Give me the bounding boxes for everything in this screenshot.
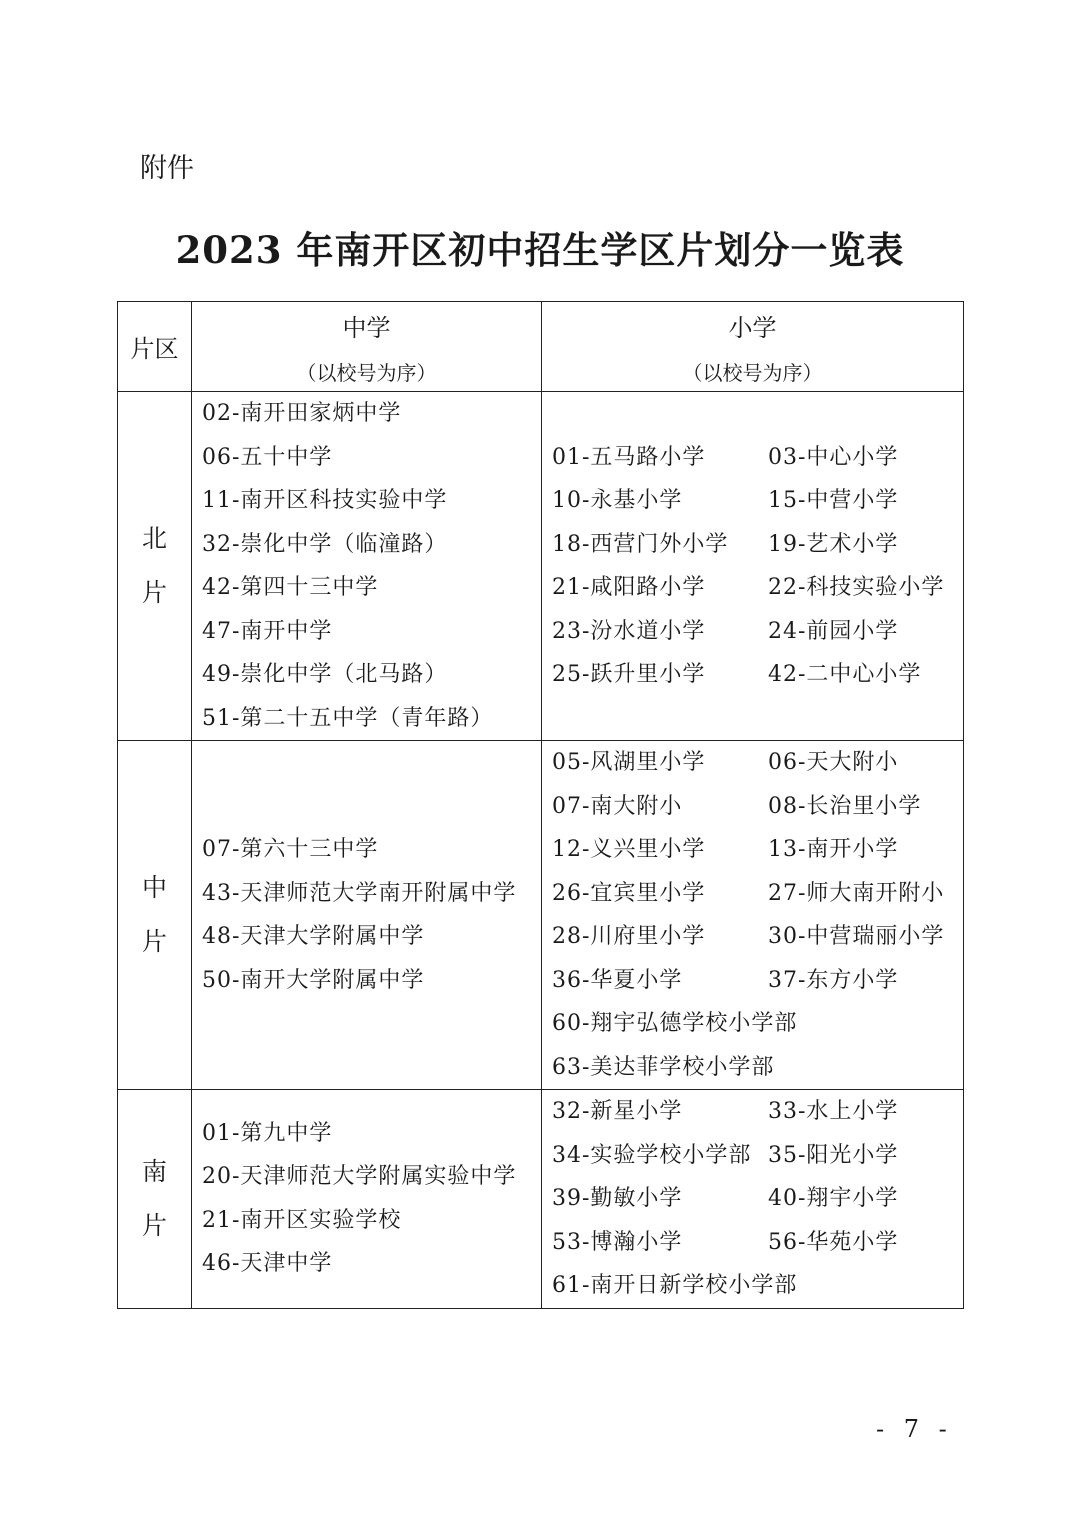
table-header-row xyxy=(118,302,964,392)
list-item: 42-第四十三中学 xyxy=(202,575,379,600)
list-item: 48-天津大学附属中学 xyxy=(202,924,425,949)
list-item: 20-天津师范大学附属实验中学 xyxy=(202,1164,517,1190)
primary-school-list xyxy=(542,392,964,741)
list-item: 01-第九中学 xyxy=(202,1120,333,1146)
list-item: 32-新星小学 33-水上小学 xyxy=(552,1099,899,1124)
list-item: 07-第六十三中学 xyxy=(202,837,379,862)
attachment-label: 附件 xyxy=(140,153,194,184)
list-item: 26-宜宾里小学 27-师大南开附小 xyxy=(552,880,945,906)
list-item: 60-翔宇弘德学校小学部 xyxy=(552,1011,798,1036)
list-item: 49-崇化中学（北马路） xyxy=(202,662,448,687)
list-item: 10-永基小学 15-中营小学 xyxy=(552,488,899,513)
header-primary-school: 小学 （以校号为序） xyxy=(542,302,964,392)
list-item: 34-实验学校小学部 35-阳光小学 xyxy=(552,1142,899,1168)
list-item: 11-南开区科技实验中学 xyxy=(202,488,448,513)
table-row xyxy=(118,392,964,741)
list-item: 51-第二十五中学（青年路） xyxy=(202,705,494,731)
list-item: 25-跃升里小学 42-二中心小学 xyxy=(552,662,922,687)
page-number: - 7 - xyxy=(876,1415,953,1443)
list-item: 61-南开日新学校小学部 xyxy=(552,1273,798,1298)
list-item: 32-崇化中学（临潼路） xyxy=(202,531,448,557)
list-item: 43-天津师范大学南开附属中学 xyxy=(202,880,517,906)
list-item: 12-义兴里小学 13-南开小学 xyxy=(552,837,899,862)
list-item: 36-华夏小学 37-东方小学 xyxy=(552,967,899,993)
middle-school-list xyxy=(192,1090,542,1309)
list-item: 47-南开中学 xyxy=(202,618,333,644)
middle-school-list xyxy=(192,741,542,1090)
school-district-table xyxy=(117,301,964,1309)
primary-school-list xyxy=(542,1090,964,1309)
list-item: 05-风湖里小学 06-天大附小 xyxy=(552,750,899,775)
list-item: 46-天津中学 xyxy=(202,1251,333,1277)
list-item: 39-勤敏小学 40-翔宇小学 xyxy=(552,1186,899,1211)
table-row xyxy=(118,1090,964,1309)
zone-cell: 南 片 xyxy=(118,1090,192,1309)
header-zone: 片区 xyxy=(118,302,192,392)
zone-cell: 北 片 xyxy=(118,392,192,741)
middle-school-list xyxy=(192,392,542,741)
table-row xyxy=(118,741,964,1090)
primary-school-list xyxy=(542,741,964,1090)
list-item: 28-川府里小学 30-中营瑞丽小学 xyxy=(552,924,945,949)
list-item: 18-西营门外小学 19-艺术小学 xyxy=(552,531,899,557)
list-item: 07-南大附小 08-长治里小学 xyxy=(552,793,922,819)
list-item: 53-博瀚小学 56-华苑小学 xyxy=(552,1229,899,1255)
document-title: 2023 年南开区初中招生学区片划分一览表 xyxy=(175,228,905,272)
list-item: 02-南开田家炳中学 xyxy=(202,401,402,426)
list-item: 21-南开区实验学校 xyxy=(202,1207,402,1233)
list-item: 21-咸阳路小学 22-科技实验小学 xyxy=(552,575,945,600)
list-item: 23-汾水道小学 24-前园小学 xyxy=(552,618,899,644)
zone-cell: 中 片 xyxy=(118,741,192,1090)
list-item: 63-美达菲学校小学部 xyxy=(552,1054,775,1080)
list-item: 06-五十中学 xyxy=(202,444,333,470)
header-middle-school: 中学 （以校号为序） xyxy=(192,302,542,392)
list-item: 01-五马路小学 03-中心小学 xyxy=(552,444,899,470)
list-item: 50-南开大学附属中学 xyxy=(202,967,425,993)
